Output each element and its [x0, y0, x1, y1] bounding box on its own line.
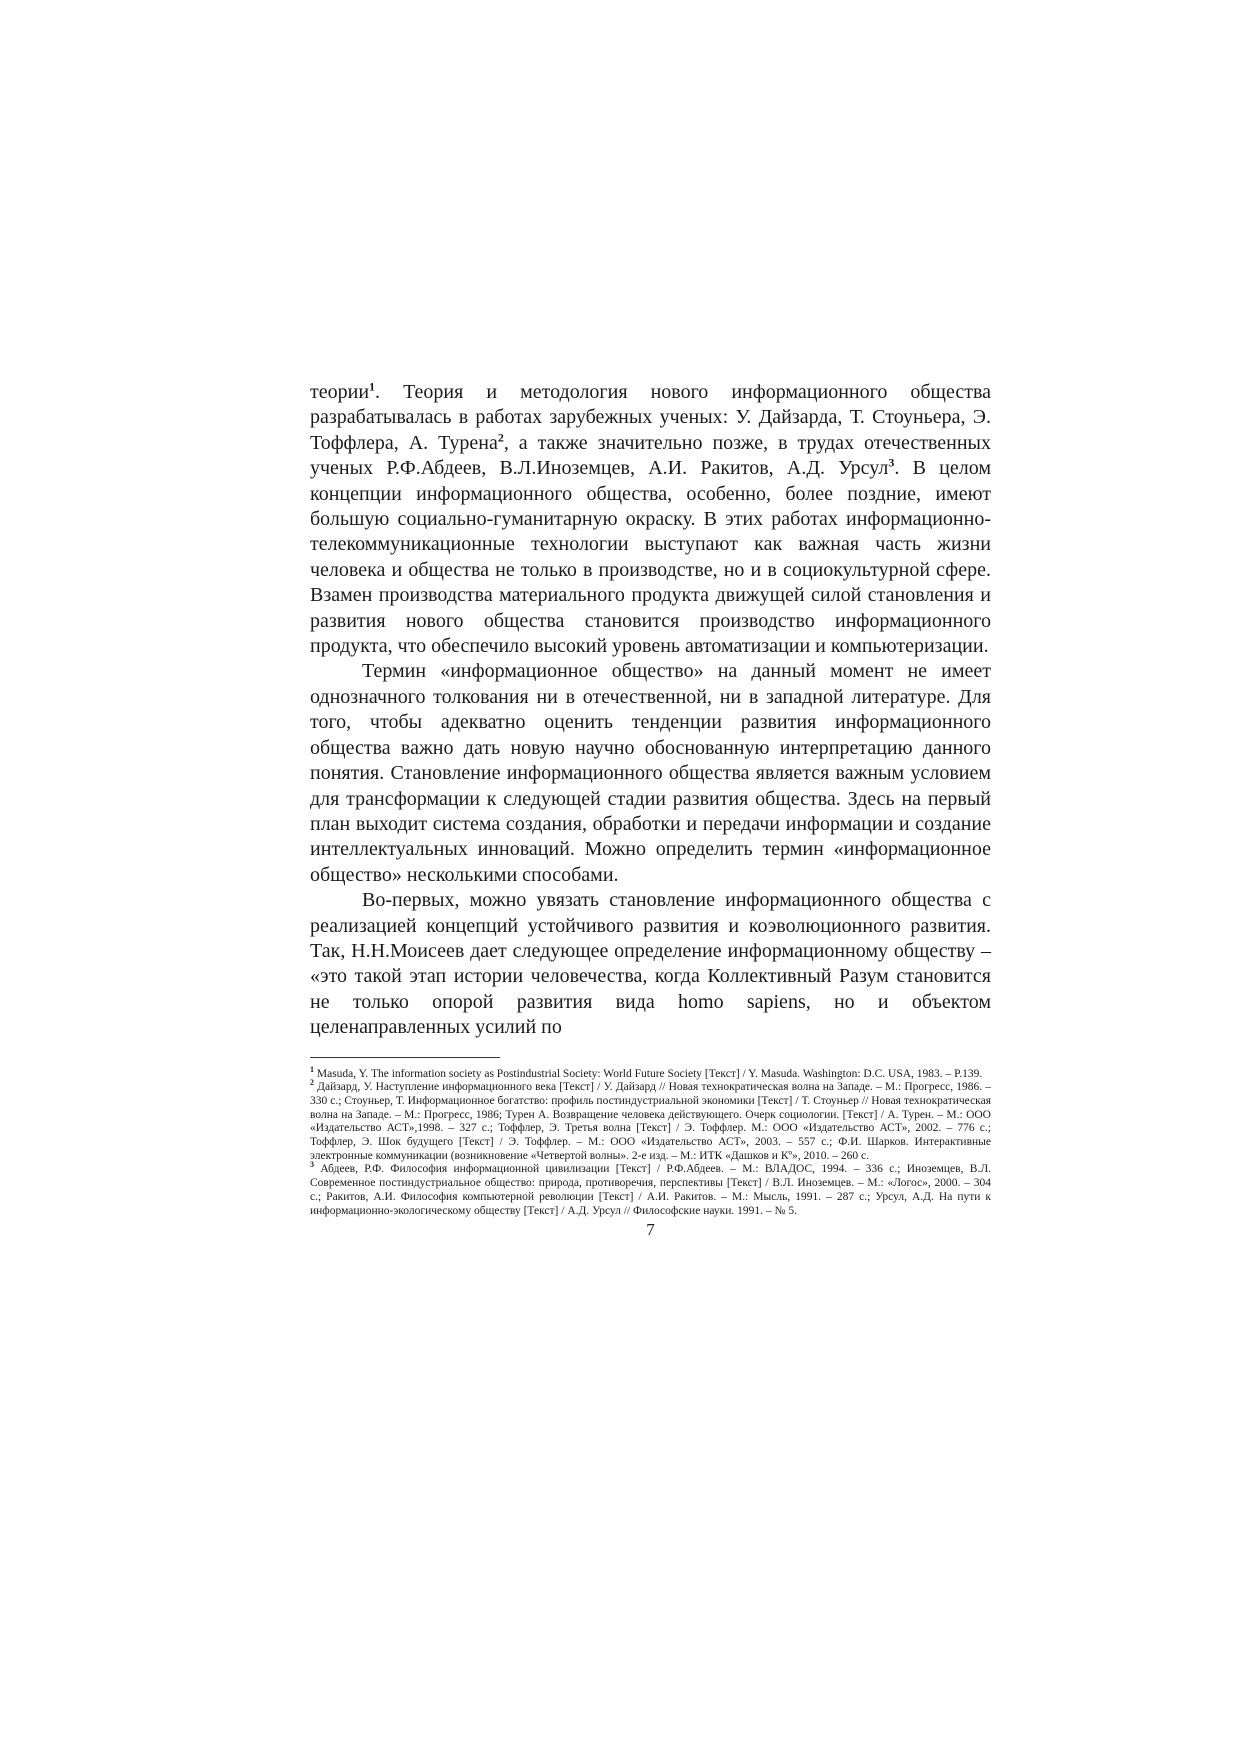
body-paragraph-3 [310, 888, 991, 1040]
footnote-marker: 2 [310, 1078, 314, 1088]
footnote-2 [310, 1078, 991, 1163]
paragraph-text: , а также значительно позже, в трудах отечественных ученых Р.Ф.Абдеев, В.Л.Иноземцев, А.И. Ракитов, А.Д. Урсул [310, 431, 991, 480]
paragraph-text: . В целом концепции информационного общества, особенно, более поздние, имеют большую социально-гуманитарную окраску. В этих работах информационно-телекоммуникационные технологии выступают как важная часть жизни человека и общества не только в производстве, но и в социокультурной сфере. Взамен производства материального продукта движущей силой становления и развития нового общества становится производство информационного продукта, что обеспечило высокий уровень автоматизации и компьютеризации. [310, 457, 991, 658]
footnote-separator [310, 1057, 500, 1058]
footnote-text: Дайзард, У. Наступление информационного века [Текст] / У. Дайзард // Новая технократическая волна на Западе. – М.: Прогресс, 1986. – 330 с.; Стоуньер, Т. Информационное богатство: профиль постиндустриальной экономики [Текст] / Т. Стоуньер // Новая технократическая волна на Западе. – М.: Прогресс, 1986; Турен А. Возвращение человека действующего. Очерк социологии. [Текст] / А. Турен. – М.: ООО «Издательство АСТ»,1998. – 327 с.; Тоффлер, Э. Третья волна [Текст] / Э. Тоффлер. М.: ООО «Издательство АСТ», 2002. – 776 с.; Тоффлер, Э. Шок будущего [Текст] / Э. Тоффлер. – М.: ООО «Издательство АСТ», 2003. – 557 с.; Ф.И. Шарков. Интерактивные электронные коммуникации (возникновение «Четвертой волны». 2-е изд. – М.: ИТК «Дашков и Кº», 2010. – 260 с. [310, 1081, 991, 1162]
footnote-text: Абдеев, Р.Ф. Философия информационной цивилизации [Текст] / Р.Ф.Абдеев. – М.: ВЛАДОС, 1994. – 336 с.; Иноземцев, В.Л. Современное постиндустриальное общество: природа, противоречия, перспективы [Текст] / В.Л. Иноземцев. – М.: «Логос», 2000. – 304 с.; Ракитов, А.И. Философия компьютерной революции [Текст] / А.И. Ракитов. – М.: Мысль, 1991. – 287 с.; Урсул, А.Д. На пути к информационно-экологическому обществу [Текст] / А.Д. Урсул // Философские науки. 1991. – № 5. [310, 1163, 991, 1217]
page-number: 7 [646, 1220, 655, 1240]
footnote-reference-1[interactable]: 1 [369, 379, 376, 394]
paragraph-text: . Теория и методология нового информационного общества разрабатывалась в работах зарубежных ученых: У. Дайзарда, Т. Стоуньера, Э. Тоффлера, А. Турена [310, 381, 991, 454]
footnotes-section [310, 1064, 991, 1219]
paragraph-text: Во-первых, можно увязать становление информационного общества с реализацией концепций устойчивого развития и коэволюционного развития. Так, Н.Н.Моисеев дает следующее определение информационному обществу – «это такой этап истории человечества, когда Коллективный Разум становится не только опорой развития вида homo sapiens, но и объектом целенаправленных усилий по [310, 889, 991, 1039]
paragraph-text: теории [310, 381, 370, 403]
footnote-text: Masuda, Y. The information society as Postindustrial Society: World Future Society [Текст] / Y. Masuda. Washington: D.C. USA, 1983. – P.139. [314, 1067, 983, 1080]
paragraph-text: Термин «информационное общество» на данный момент не имеет однозначного толкования ни в отечественной, ни в западной литературе. Для того, чтобы адекватно оценить тенденции развития информационного общества важно дать новую научно обоснованную интерпретацию данного понятия. Становление информационного общества является важным условием для трансформации к следующей стадии развития общества. Здесь на первый план выходит система создания, обработки и передачи информации и создание интеллектуальных инноваций. Можно определить термин «информационное общество» несколькими способами. [310, 660, 991, 886]
page-body [310, 380, 991, 1240]
footnote-marker: 1 [310, 1064, 314, 1074]
body-paragraph-1 [310, 380, 991, 659]
footnote-3 [310, 1160, 991, 1218]
footnote-reference-2[interactable]: 2 [497, 430, 504, 445]
footnote-reference-3[interactable]: 3 [888, 455, 895, 470]
footnote-1 [310, 1064, 991, 1082]
body-paragraph-2 [310, 659, 991, 888]
footnote-marker: 3 [310, 1160, 314, 1170]
